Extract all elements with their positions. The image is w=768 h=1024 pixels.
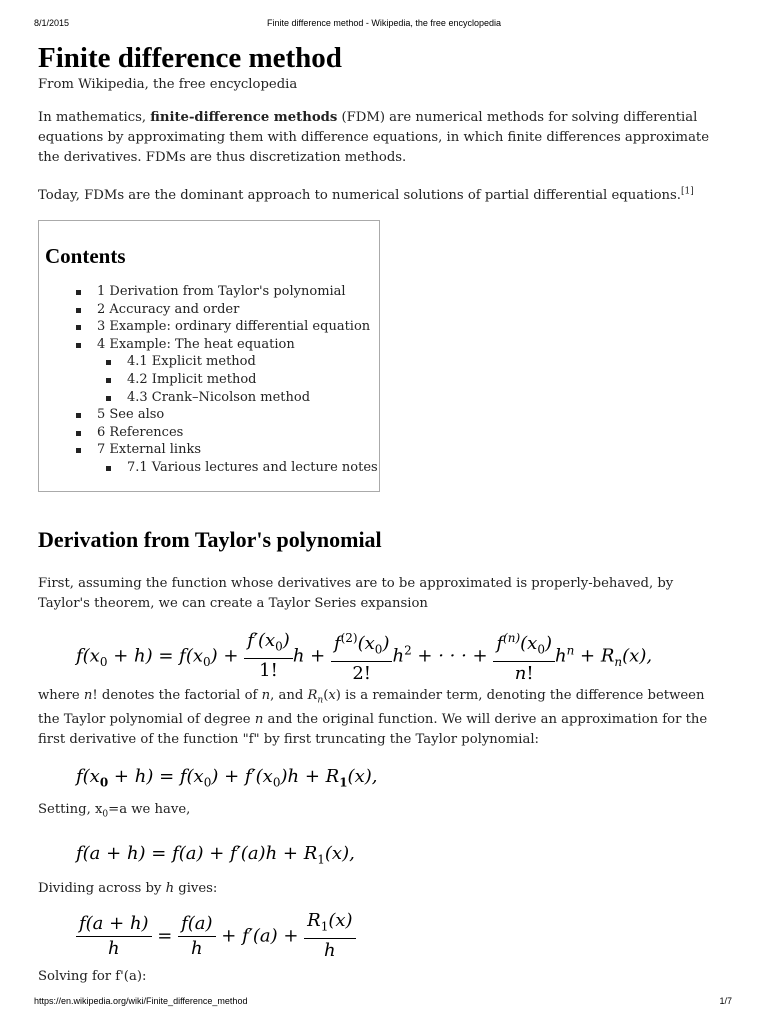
intro-paragraph bbox=[38, 108, 728, 168]
toc-item-crank-nicolson[interactable]: 4.3 Crank–Nicolson method bbox=[45, 389, 379, 407]
toc-title: Contents bbox=[45, 244, 126, 268]
print-url: https://en.wikipedia.org/wiki/Finite_difference_method bbox=[34, 996, 248, 1006]
setting-paragraph: Setting, $x_0=a$ we have, bbox=[38, 802, 191, 820]
today-paragraph bbox=[38, 186, 728, 206]
print-page-title: Finite difference method - Wikipedia, the free encyclopedia bbox=[267, 18, 501, 28]
toc-item-derivation[interactable]: 1 Derivation from Taylor's polynomial bbox=[45, 283, 379, 301]
citation-1-link[interactable]: [1] bbox=[680, 186, 694, 197]
dividing-paragraph: Dividing across by h gives: bbox=[38, 880, 218, 896]
table-of-contents bbox=[38, 220, 380, 492]
derivation-paragraph-2: where n! denotes the factorial of n, and $R_n(x)$ is a remainder term, denoting the difference between the Taylor polynomial of degree n and the original function. We will derive an approximation for the first derivative of the function "f" by first truncating the Taylor polynomial: bbox=[38, 687, 708, 748]
taylor-series-equation: $f(x_0 + h) = f(x_0)$ + $\frac{f'(x_0)}{1!}$ h + $\frac{f^{(2)}(x_0)}{2!}$ $h^2$ + · · · + $\frac{f^{(n)}(x_0)}{n!}$ $h^n + R_n(x)$, bbox=[38, 622, 728, 680]
finite-difference-methods-term[interactable]: finite-difference methods bbox=[150, 110, 338, 125]
derivation-paragraph-1: First, assuming the function whose derivatives are to be approximated is properly-behaved, by Taylor's theorem, we can create a Taylor Series expansion bbox=[38, 575, 674, 611]
intro-text-post: (FDM) are numerical methods for solving differential equations by approximating them with difference equations, in which finite differences approximate the derivatives. FDMs are thus discretization methods. bbox=[38, 110, 710, 165]
toc-item-ode-example[interactable]: 3 Example: ordinary differential equation bbox=[45, 318, 379, 336]
print-date: 8/1/2015 bbox=[34, 18, 70, 28]
today-text: Today, FDMs are the dominant approach to numerical solutions of partial differential equations. bbox=[38, 188, 681, 203]
print-header bbox=[0, 18, 768, 32]
article-subtitle: From Wikipedia, the free encyclopedia bbox=[38, 77, 298, 92]
divided-equation: $\frac{f(a + h)}{h}$ = $\frac{f(a)}{h}$ + f′(a) + $\frac{R_1(x)}{h}$ bbox=[38, 903, 728, 965]
toc-item-references[interactable]: 6 References bbox=[45, 424, 379, 442]
toc-item-explicit[interactable]: 4.1 Explicit method bbox=[45, 353, 379, 371]
truncated-taylor-equation: $f(x_0 + h) = f(x_0) + f'(x_0)h + R_1(x)$, bbox=[76, 766, 378, 790]
print-footer bbox=[0, 996, 768, 1010]
substituted-equation: $f(a + h) = f(a) + f'(a)h + R_1(x)$, bbox=[76, 842, 355, 867]
toc-item-implicit[interactable]: 4.2 Implicit method bbox=[45, 371, 379, 389]
intro-text-pre: In mathematics, bbox=[38, 110, 151, 125]
solving-paragraph: Solving for f'(a): bbox=[38, 968, 147, 984]
article-content bbox=[38, 40, 728, 987]
toc-item-see-also[interactable]: 5 See also bbox=[45, 406, 379, 424]
print-page-number: 1/7 bbox=[719, 996, 732, 1006]
toc-item-external-links[interactable]: 7 External links bbox=[45, 441, 379, 459]
toc-item-accuracy[interactable]: 2 Accuracy and order bbox=[45, 301, 379, 319]
toc-list bbox=[45, 283, 379, 477]
toc-item-lectures[interactable]: 7.1 Various lectures and lecture notes bbox=[45, 459, 379, 477]
section-heading-derivation: Derivation from Taylor's polynomial bbox=[38, 526, 382, 552]
article-title: Finite difference method bbox=[38, 42, 342, 74]
toc-item-heat-equation[interactable]: 4 Example: The heat equation bbox=[45, 336, 379, 354]
